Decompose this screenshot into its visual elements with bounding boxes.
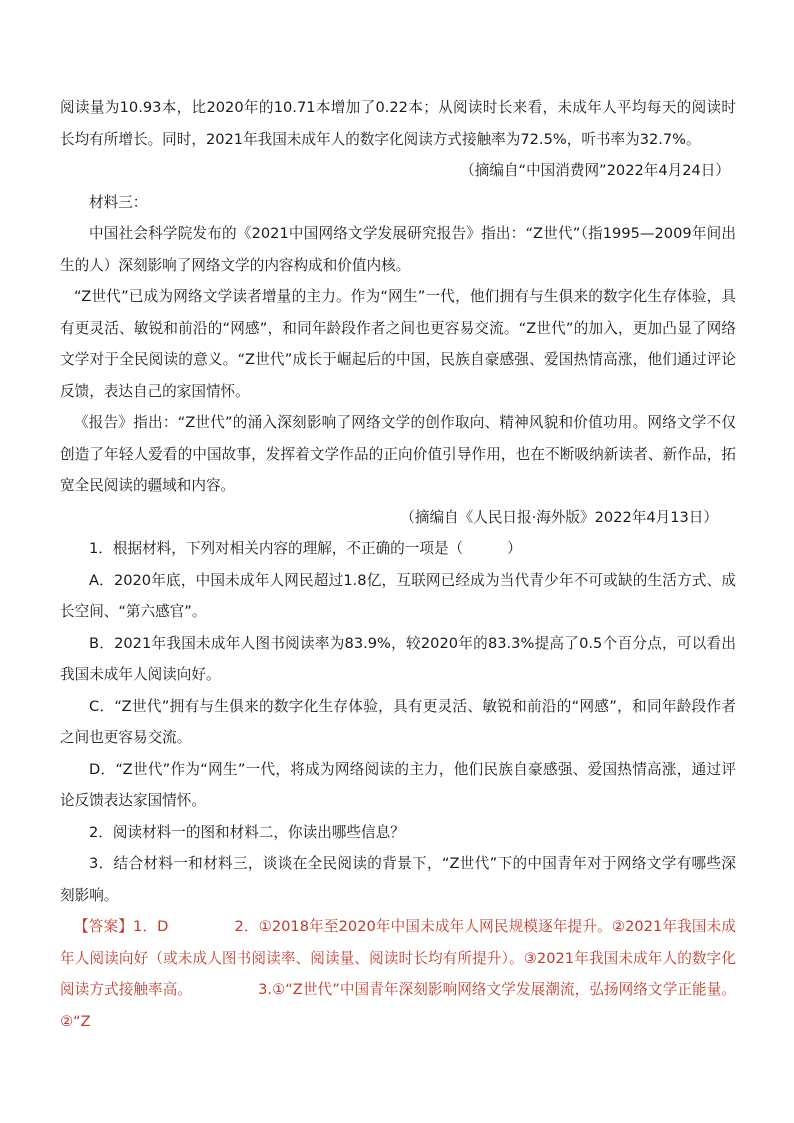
answer-block — [60, 911, 736, 1037]
question-3: 3．结合材料一和材料三，谈谈在全民阅读的背景下，“Z世代”下的中国青年对于网络文学有哪些深刻影响。 — [60, 855, 736, 904]
question-1-option-d: D．“Z世代”作为“网生”一代，将成为网络阅读的主力，他们民族自豪感强、爱国热情高涨，通过评论反馈表达家国情怀。 — [60, 760, 736, 809]
material-3-heading: 材料三： — [89, 193, 148, 211]
question-1-stem-text: 1．根据材料，下列对相关内容的理解，不正确的一项是（ — [89, 540, 464, 557]
question-2: 2．阅读材料一的图和材料二，你读出哪些信息？ — [89, 823, 405, 841]
material-3-paragraph-3: 《报告》指出：“Z世代”的涌入深刻影响了网络文学的创作取向、精神风貌和价值功用。网络文学不仅创造了年轻人爱看的中国故事，发挥着文学作品的正向价值引导作用，也在不断吸纳新读者、新作品，拓宽全民阅读的疆域和内容。 — [60, 414, 736, 494]
answer-3: 3.①“Z世代”中国青年深刻影响网络文学发展潮流，弘扬网络文学正能量。②“Z — [60, 981, 736, 1030]
question-1-stem — [60, 533, 736, 565]
answer-tag: 【答案】 — [74, 918, 133, 935]
material-3-paragraph-1: 中国社会科学院发布的《2021中国网络文学发展研究报告》指出：“Z世代”（指1995—2009年间出生的人）深刻影响了网络文学的内容构成和价值内核。 — [60, 225, 736, 274]
source-material-3: （摘编自《人民日报·海外版》2022年4月13日） — [400, 508, 718, 526]
answer-2: 2．①2018年至2020年中国未成年人网民规模逐年提升。②2021年我国未成年人阅读向好（或未成人图书阅读率、阅读量、阅读时长均有所提升）。③2021年我国未成年人的数字化阅读方式接触率高。 — [60, 918, 737, 998]
question-1-option-b: B．2021年我国未成年人图书阅读率为83.9%，较2020年的83.3%提高了0.5个百分点，可以看出我国未成年人阅读向好。 — [60, 634, 736, 683]
source-material-2: （摘编自“中国消费网”2022年4月24日） — [460, 162, 730, 179]
document-body — [60, 92, 736, 1037]
question-1-option-a: A．2020年底，中国未成年人网民超过1.8亿，互联网已经成为当代青少年不可或缺的生活方式、成长空间、“第六感官”。 — [60, 571, 736, 620]
question-1-option-c: C．“Z世代”拥有与生俱来的数字化生存体验，具有更灵活、敏锐和前沿的“网感”，和同年龄段作者之间也更容易交流。 — [60, 697, 736, 746]
answer-1: 1．D — [133, 918, 169, 935]
material-3-paragraph-2: “Z世代”已成为网络文学读者增量的主力。作为“网生”一代，他们拥有与生俱来的数字化生存体验，具有更灵活、敏锐和前沿的“网感”，和同年龄段作者之间也更容易交流。“Z世代”的加入，更加凸显了网络文学对于全民阅读的意义。“Z世代”成长于崛起后的中国，民族自豪感强、爱国热情高涨，他们通过评论反馈，表达自己的家国情怀。 — [60, 288, 736, 400]
intro-paragraph: 阅读量为10.93本，比2020年的10.71本增加了0.22本；从阅读时长来看，未成年人平均每天的阅读时长均有所增长。同时，2021年我国未成年人的数字化阅读方式接触率为72.5%，听书率为32.7%。 — [60, 99, 736, 148]
question-1-stem-close: ） — [507, 540, 522, 557]
